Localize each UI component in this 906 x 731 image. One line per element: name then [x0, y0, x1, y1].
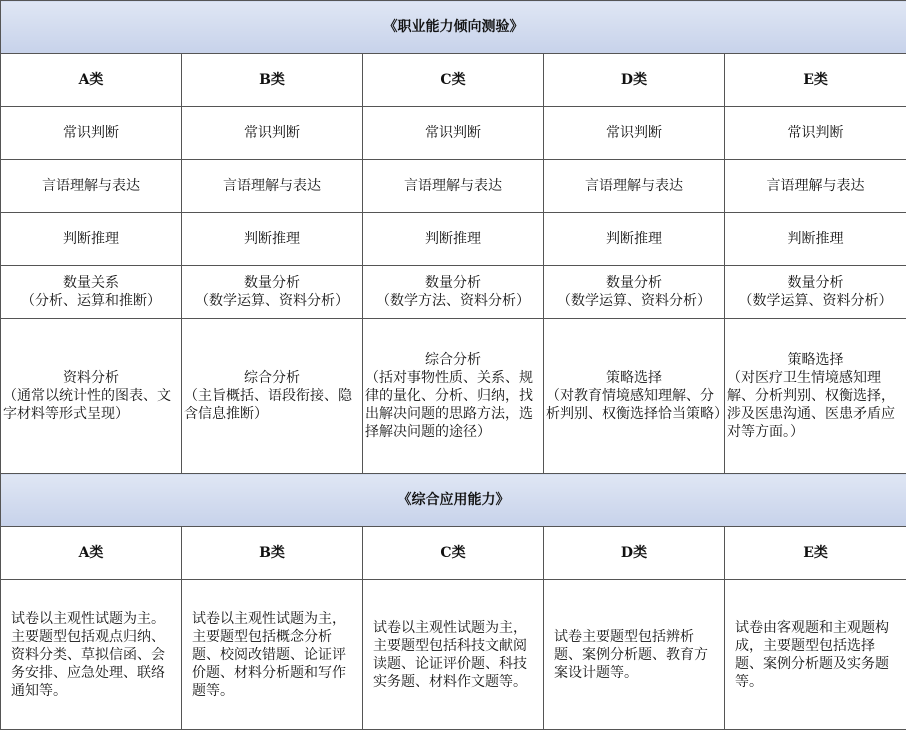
table-cell: 言语理解与表达	[544, 160, 725, 213]
application-cell-a: 试卷以主观性试题为主。主要题型包括观点归纳、资料分类、草拟信函、会务安排、应急处理、联络通知等。	[1, 580, 182, 730]
application-cell-c: 试卷以主观性试题为主，主要题型包括科技文献阅读题、论证评价题、科技实务题、材料作文题等。	[363, 580, 544, 730]
table-cell: 判断推理	[182, 213, 363, 266]
application-cell-b: 试卷以主观性试题为主，主要题型包括概念分析题、校阅改错题、论证评价题、材料分析题和写作题等。	[182, 580, 363, 730]
analysis-cell-e: 策略选择 （对医疗卫生情境感知理解、分析判别、权衡选择，涉及医患沟通、医患矛盾应对等方面。）	[725, 319, 906, 474]
col-header-a: A类	[1, 527, 182, 580]
table-cell: 常识判断	[182, 107, 363, 160]
analysis-cell-a: 资料分析 （通常以统计性的图表、文字材料等形式呈现）	[1, 319, 182, 474]
col-header-d: D类	[544, 54, 725, 107]
table-cell: 常识判断	[544, 107, 725, 160]
col-header-a: A类	[1, 54, 182, 107]
table-cell: 言语理解与表达	[1, 160, 182, 213]
table-cell: 判断推理	[544, 213, 725, 266]
col-header-d: D类	[544, 527, 725, 580]
col-header-b: B类	[182, 527, 363, 580]
table-cell: 常识判断	[725, 107, 906, 160]
table-cell: 判断推理	[363, 213, 544, 266]
col-header-c: C类	[363, 527, 544, 580]
analysis-cell-c: 综合分析 （括对事物性质、关系、规律的量化、分析、归纳，找出解决问题的思路方法，选择解决问题的途径）	[363, 319, 544, 474]
application-cell-d: 试卷主要题型包括辨析题、案例分析题、教育方案设计题等。	[544, 580, 725, 730]
quant-cell-e: 数量分析 （数学运算、资料分析）	[725, 266, 906, 319]
quant-cell-d: 数量分析 （数学运算、资料分析）	[544, 266, 725, 319]
col-header-c: C类	[363, 54, 544, 107]
table-cell: 言语理解与表达	[182, 160, 363, 213]
table-cell: 常识判断	[363, 107, 544, 160]
section-title-application: 《综合应用能力》	[1, 474, 906, 527]
col-header-e: E类	[725, 54, 906, 107]
table-cell: 言语理解与表达	[725, 160, 906, 213]
analysis-cell-b: 综合分析 （主旨概括、语段衔接、隐含信息推断）	[182, 319, 363, 474]
quant-cell-a: 数量关系 （分析、运算和推断）	[1, 266, 182, 319]
application-cell-e: 试卷由客观题和主观题构成，主要题型包括选择题、案例分析题及实务题等。	[725, 580, 906, 730]
col-header-b: B类	[182, 54, 363, 107]
quant-cell-c: 数量分析 （数学方法、资料分析）	[363, 266, 544, 319]
table-cell: 判断推理	[1, 213, 182, 266]
table-cell: 常识判断	[1, 107, 182, 160]
section-title-aptitude: 《职业能力倾向测验》	[1, 1, 906, 54]
table-cell: 言语理解与表达	[363, 160, 544, 213]
analysis-cell-d: 策略选择 （对教育情境感知理解、分析判别、权衡选择恰当策略）	[544, 319, 725, 474]
quant-cell-b: 数量分析 （数学运算、资料分析）	[182, 266, 363, 319]
table-cell: 判断推理	[725, 213, 906, 266]
col-header-e: E类	[725, 527, 906, 580]
